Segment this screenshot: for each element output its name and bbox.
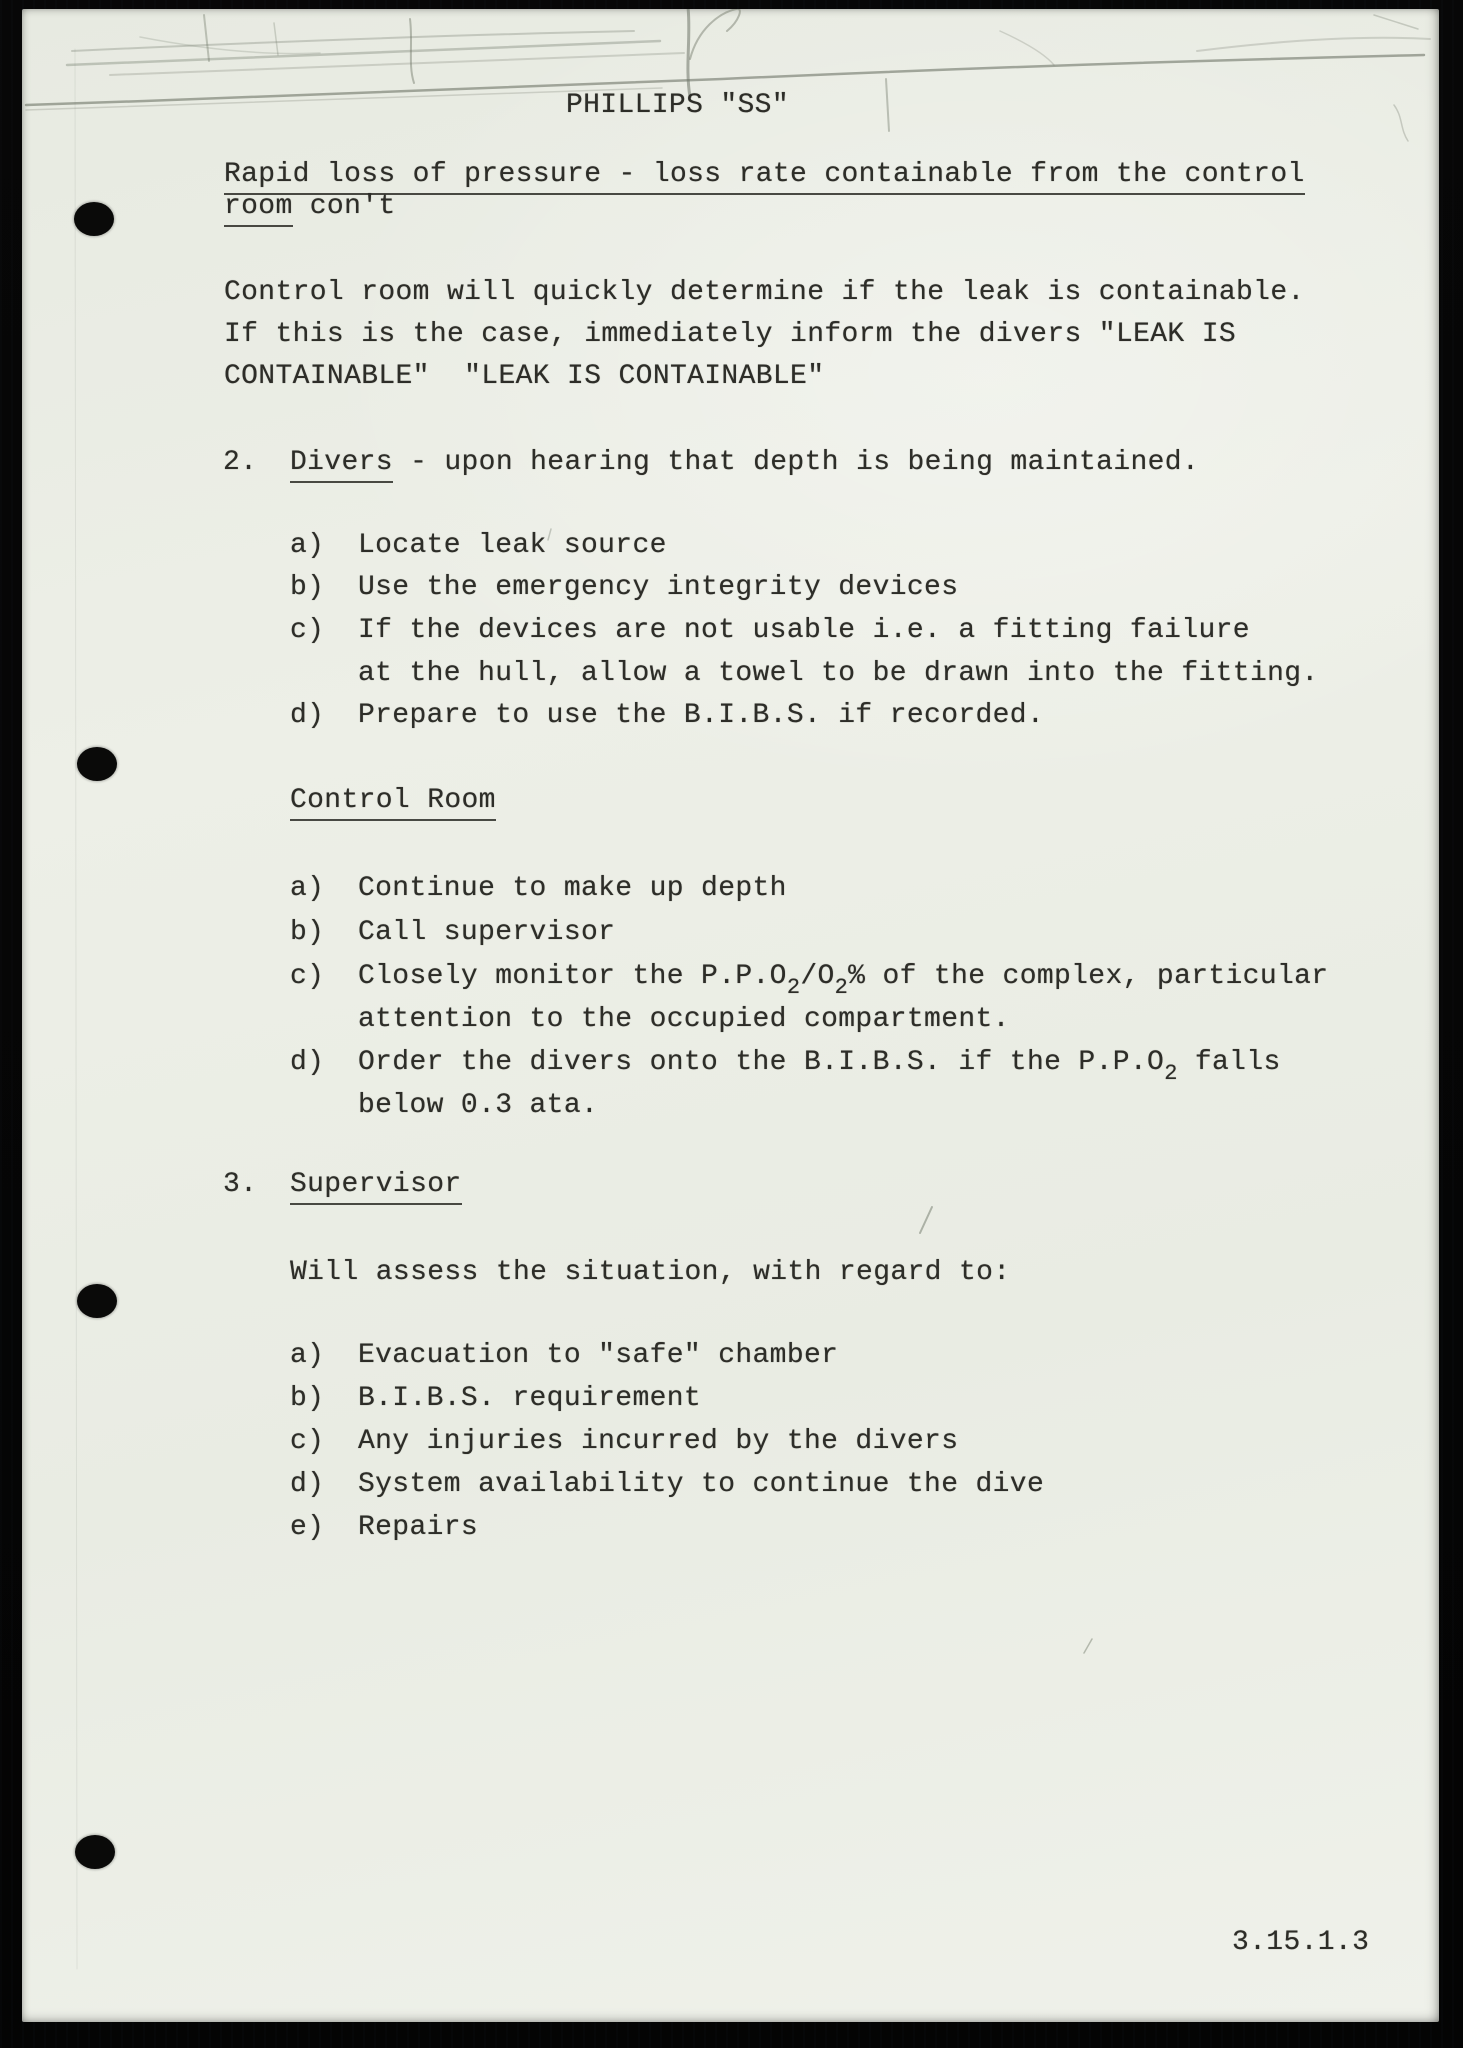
- doc-title-line-2: [224, 193, 396, 221]
- control-item-b-text: Call supervisor: [358, 917, 616, 948]
- divers-item-c-label: c): [290, 615, 325, 646]
- document-page: [22, 9, 1439, 2022]
- control-item-c-post: % of the complex, particular: [848, 961, 1329, 992]
- control-item-d-text-1: [358, 1047, 1281, 1086]
- doc-title-line-1: [224, 161, 1305, 189]
- supervisor-lead: Will assess the situation, with regard to:: [290, 1257, 1011, 1288]
- doc-title-line-1-text: Rapid loss of pressure - loss rate containable from the control: [224, 159, 1305, 195]
- doc-title-line-2-underlined: room: [224, 191, 293, 227]
- section-3-heading-text: Supervisor: [290, 1169, 462, 1205]
- control-item-d-sub1: 2: [1164, 1061, 1178, 1086]
- section-2-heading-rest: - upon hearing that depth is being maintained.: [392, 447, 1200, 478]
- control-item-d-label: d): [290, 1047, 325, 1078]
- supervisor-item-b-label: b): [290, 1383, 325, 1414]
- supervisor-item-c-text: Any injuries incurred by the divers: [358, 1426, 959, 1457]
- supervisor-item-e-text: Repairs: [358, 1512, 479, 1543]
- control-item-c-sub2: 2: [834, 975, 849, 1000]
- control-item-c-text-1: [358, 961, 1329, 1000]
- control-item-d-post: falls: [1177, 1047, 1281, 1078]
- control-room-heading: [290, 787, 496, 815]
- control-item-d-pre: Order the divers onto the B.I.B.S. if the P.P.O: [358, 1047, 1165, 1078]
- punch-hole-4: [75, 1835, 115, 1869]
- punch-hole-2: [77, 747, 117, 781]
- section-2-heading: [290, 449, 1199, 477]
- control-item-c-pre: Closely monitor the P.P.O: [358, 961, 787, 992]
- divers-item-c-text-2: at the hull, allow a towel to be drawn into the fitting.: [358, 658, 1319, 689]
- control-item-d-text-2: below 0.3 ata.: [358, 1090, 599, 1121]
- section-3-number: 3.: [223, 1169, 258, 1200]
- punch-hole-3: [77, 1284, 117, 1318]
- divers-item-c-text-1: If the devices are not usable i.e. a fitting failure: [358, 615, 1250, 646]
- section-3-heading: [290, 1171, 462, 1199]
- supervisor-item-d-label: d): [290, 1469, 325, 1500]
- section-2-heading-underlined: Divers: [290, 447, 393, 483]
- control-item-b-label: b): [290, 917, 325, 948]
- control-room-heading-text: Control Room: [290, 785, 496, 821]
- intro-line-2: If this is the case, immediately inform the divers "LEAK IS: [224, 319, 1237, 350]
- control-item-c-mid: /O: [800, 961, 835, 992]
- divers-item-d-label: d): [290, 700, 325, 731]
- control-item-c-sub1: 2: [786, 975, 801, 1000]
- page-number: 3.15.1.3: [1232, 1927, 1370, 1958]
- divers-item-a-text: Locate leak source: [358, 530, 667, 561]
- punch-hole-1: [74, 202, 114, 236]
- control-item-a-text: Continue to make up depth: [358, 873, 787, 904]
- divers-item-d-text: Prepare to use the B.I.B.S. if recorded.: [358, 700, 1045, 731]
- doc-title-line-2-rest: con't: [292, 191, 396, 222]
- intro-line-3: CONTAINABLE" "LEAK IS CONTAINABLE": [224, 361, 825, 392]
- divers-item-a-label: a): [290, 530, 325, 561]
- control-item-c-label: c): [290, 961, 325, 992]
- control-item-c-text-2: attention to the occupied compartment.: [358, 1004, 1010, 1035]
- control-item-a-label: a): [290, 873, 325, 904]
- supervisor-item-b-text: B.I.B.S. requirement: [358, 1383, 702, 1414]
- intro-line-1: Control room will quickly determine if the leak is containable.: [224, 277, 1305, 308]
- divers-item-b-text: Use the emergency integrity devices: [358, 572, 959, 603]
- supervisor-item-a-text: Evacuation to "safe" chamber: [358, 1340, 839, 1371]
- supervisor-item-e-label: e): [290, 1512, 325, 1543]
- divers-item-b-label: b): [290, 572, 325, 603]
- supervisor-item-a-label: a): [290, 1340, 325, 1371]
- page-header-title: PHILLIPS "SS": [566, 90, 789, 121]
- supervisor-item-d-text: System availability to continue the dive: [358, 1469, 1045, 1500]
- section-2-number: 2.: [223, 447, 258, 478]
- supervisor-item-c-label: c): [290, 1426, 325, 1457]
